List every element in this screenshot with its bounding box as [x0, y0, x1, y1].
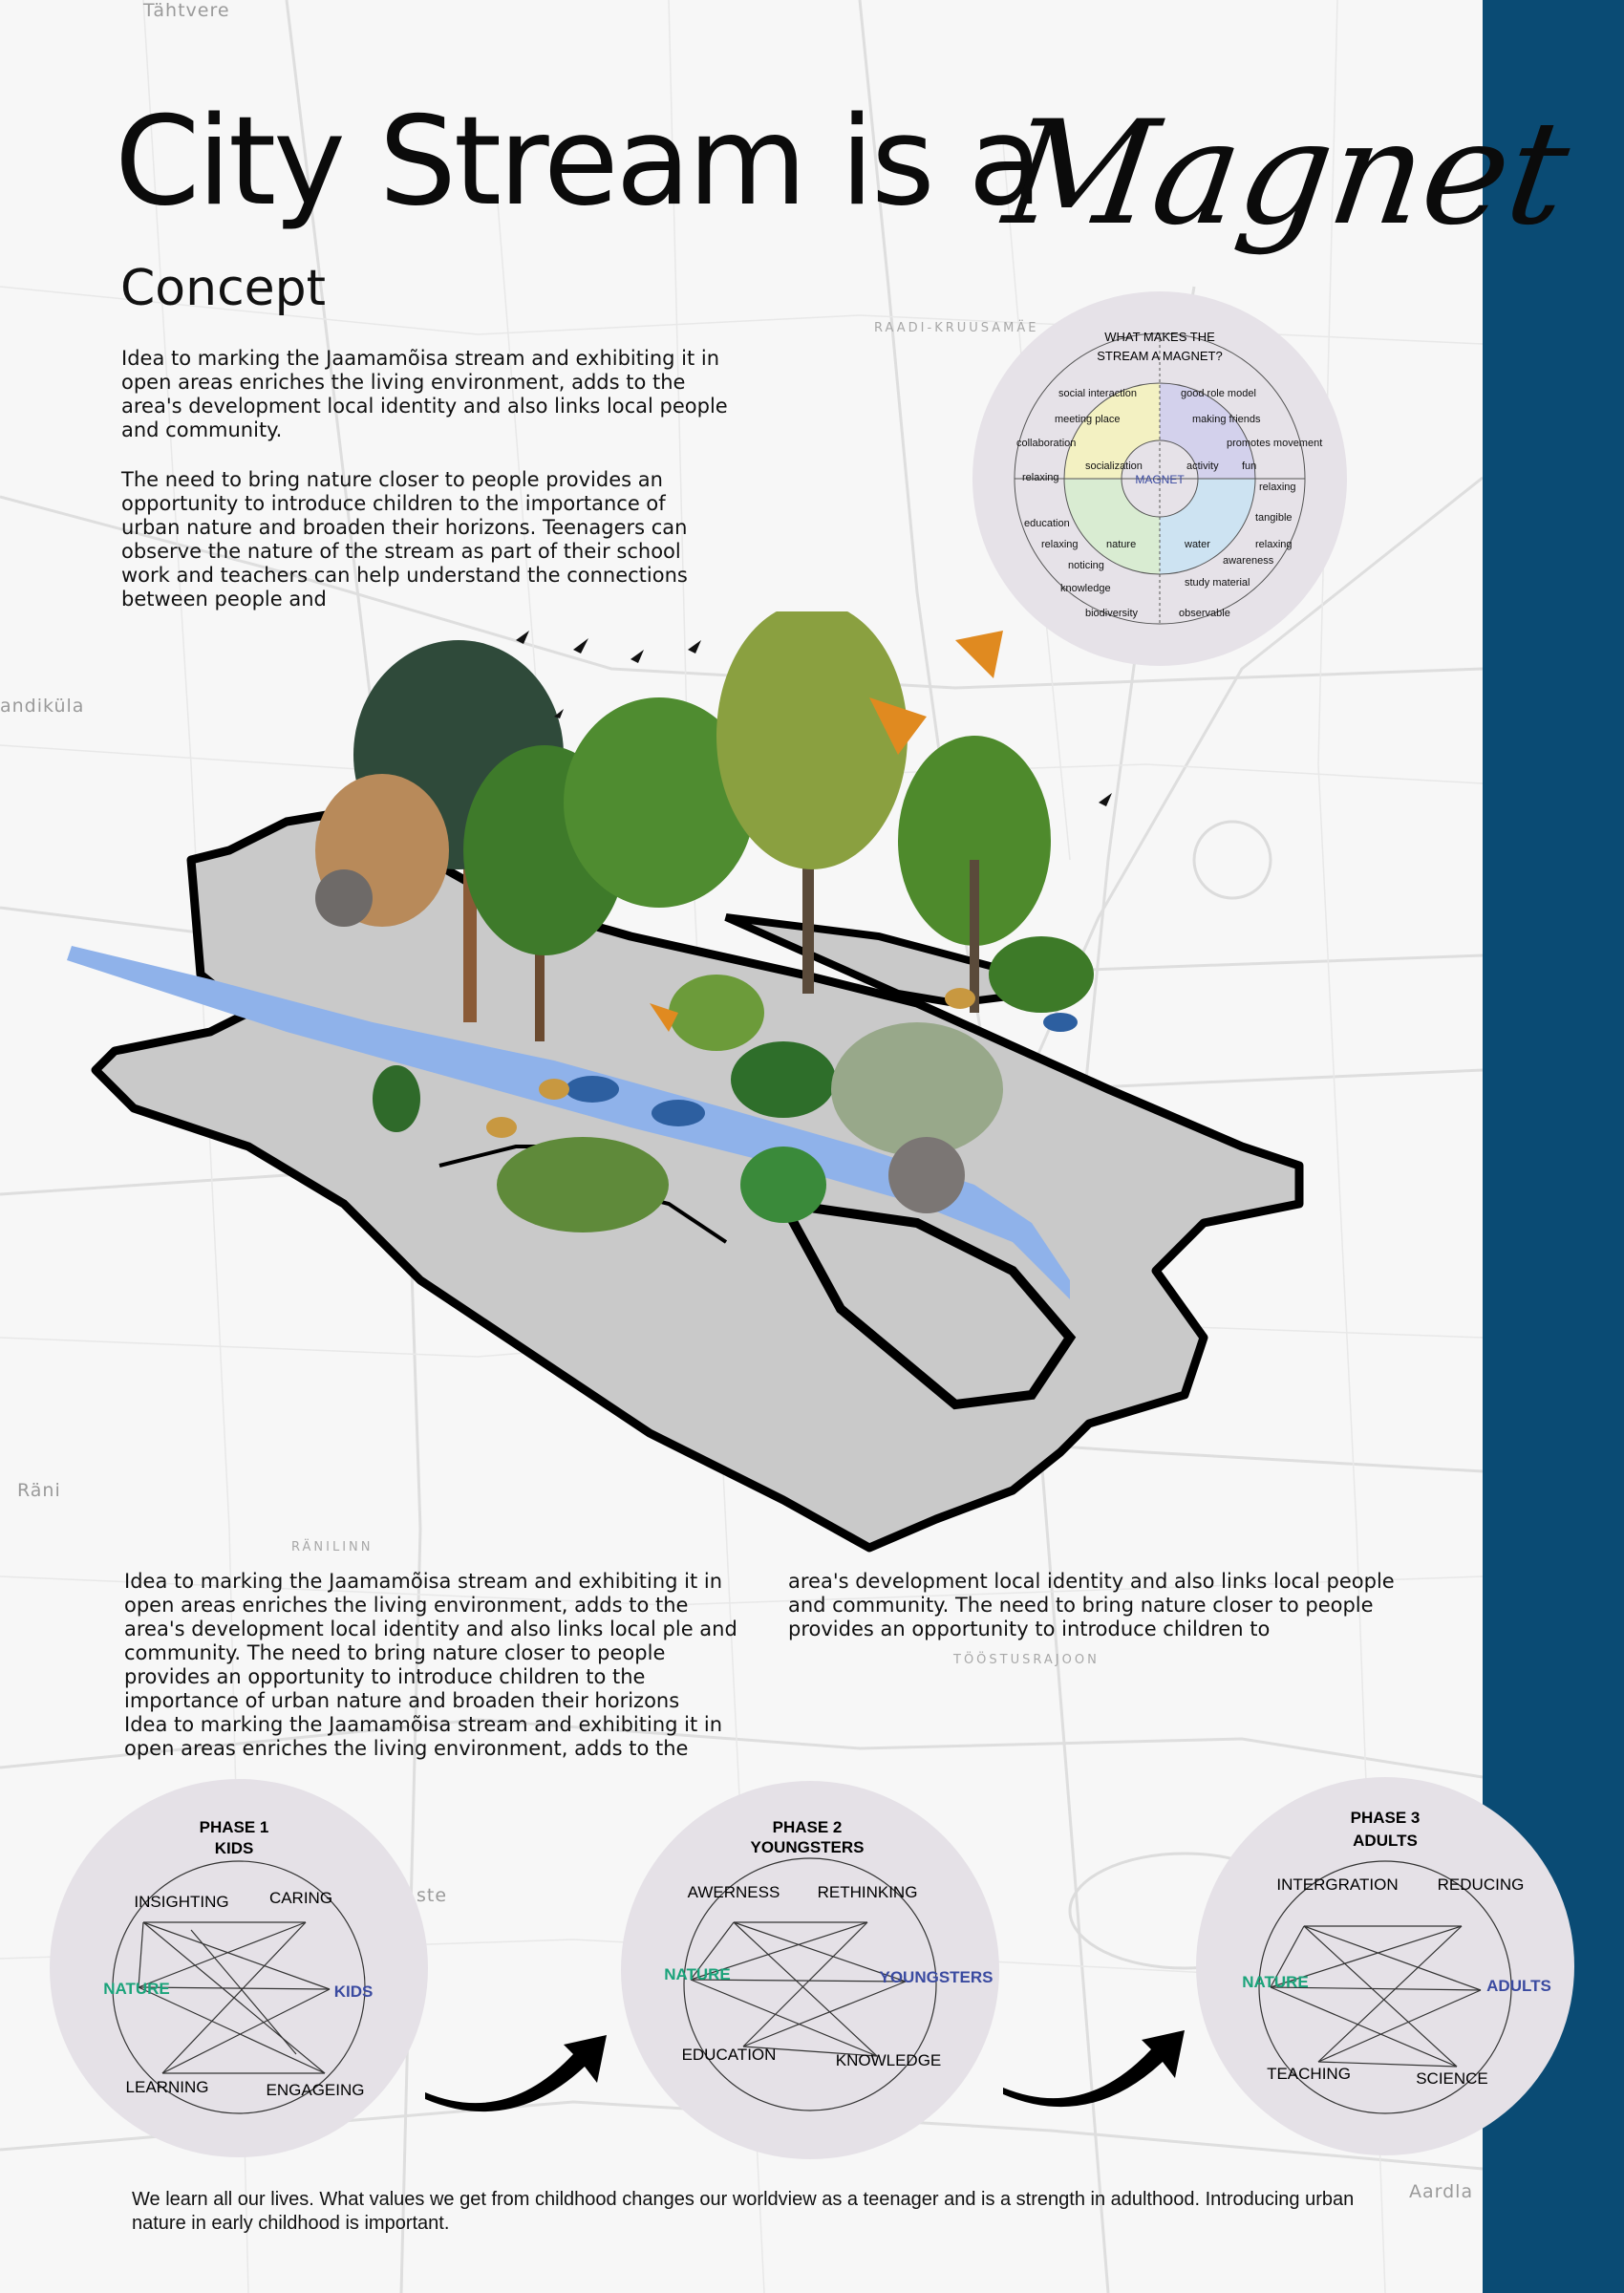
- phase-2-diagram: [619, 1779, 1001, 2161]
- wheel-title-line2: STREAM A MAGNET?: [1097, 349, 1223, 363]
- phase-1-diagram: [48, 1777, 430, 2159]
- wheel-outer-label: tangible: [1255, 512, 1293, 524]
- wheel-outer-label: social interaction: [1058, 388, 1137, 399]
- phase-node-nature: NATURE: [664, 1965, 731, 1983]
- map-label-andikula: andiküla: [0, 696, 85, 717]
- concept-heading: Concept: [120, 260, 327, 317]
- wheel-outer-label: relaxing: [1259, 482, 1296, 493]
- wheel-outer-label: observable: [1179, 608, 1230, 619]
- phase-title: PHASE 1: [199, 1818, 269, 1836]
- map-label-aardla: Aardla: [1409, 2181, 1474, 2202]
- body-paragraph-left: Idea to marking the Jaamamõisa stream and exhibiting it in open areas enriches the living environment, adds to the area's development local identity and also links local ple and community. The need to bring nature closer to people provides an opportunity to introduce children to the importance of urban nature and broaden their horizons Idea to marking the Jaamamõisa stream and exhibiting it in open areas enriches the living environment, adds to the: [124, 1570, 737, 1760]
- phase-node: LEARNING: [125, 2078, 209, 2096]
- wheel-inner-label: water: [1185, 539, 1210, 550]
- wheel-outer-label: relaxing: [1022, 472, 1059, 483]
- phase-arrow: [998, 2006, 1189, 2111]
- phase-node-nature: NATURE: [103, 1980, 170, 1998]
- phase-node: TEACHING: [1267, 2065, 1351, 2083]
- wheel-outer-label: fun: [1242, 461, 1257, 472]
- hand-nature-illustration: [57, 611, 1433, 1567]
- map-label-ranilinn: RÄNILINN: [291, 1540, 374, 1554]
- wheel-inner-label: nature: [1106, 539, 1137, 550]
- concept-paragraph-1: Idea to marking the Jaamamõisa stream and exhibiting it in open areas enriches the living environment, adds to the area's development local identity and also links local people and community.: [121, 347, 728, 441]
- wheel-inner-label: activity: [1186, 461, 1219, 472]
- wheel-outer-label: good role model: [1181, 388, 1256, 399]
- phase-node: KNOWLEDGE: [835, 2051, 942, 2069]
- wheel-outer-label: meeting place: [1055, 414, 1121, 425]
- phase-node-nature: NATURE: [1242, 1973, 1309, 1991]
- wheel-outer-label: knowledge: [1060, 583, 1111, 594]
- wheel-outer-label: relaxing: [1041, 539, 1079, 550]
- map-label-ste: ste: [417, 1885, 448, 1906]
- phase-subtitle: KIDS: [214, 1839, 254, 1857]
- phase-node: REDUCING: [1437, 1875, 1525, 1894]
- map-label-raadi: RAADI-KRUUSAMÄE: [874, 321, 1039, 335]
- wheel-title-line1: WHAT MAKES THE: [1104, 330, 1215, 344]
- phase-node: INSIGHTING: [134, 1893, 229, 1911]
- wheel-outer-label: making friends: [1192, 414, 1261, 425]
- phase-title: PHASE 3: [1350, 1809, 1421, 1827]
- phase-subtitle: YOUNGSTERS: [750, 1838, 865, 1856]
- phase-node: INTERGRATION: [1276, 1875, 1399, 1894]
- footer-text: We learn all our lives. What values we get from childhood changes our worldview as a teenager and is a strength in adulthood. Introducing urban nature in early childhood is important.: [132, 2189, 1355, 2234]
- wheel-outer-label: study material: [1185, 577, 1250, 589]
- poster-title: City Stream is a: [115, 91, 1040, 233]
- wheel-outer-label: noticing: [1068, 560, 1104, 571]
- wheel-outer-label: education: [1024, 518, 1070, 529]
- phase-arrow: [420, 2011, 611, 2116]
- magnet-wheel-diagram: [972, 291, 1347, 666]
- concept-paragraph-2: The need to bring nature closer to people provides an opportunity to introduce children to the importance of urban nature and broaden their horizons. Teenagers can observe the nature of the stream as part of their school work and teachers can help understand the connections between people and: [121, 468, 688, 611]
- poster-title-script: Magnet: [995, 91, 1578, 257]
- phase-node: SCIENCE: [1416, 2069, 1488, 2088]
- hand-shape: [96, 812, 1299, 1548]
- phase-node: CARING: [268, 1889, 333, 1907]
- phase-node-group: YOUNGSTERS: [879, 1968, 994, 1986]
- body-paragraph-right: area's development local identity and also links local people and community. The need to bring nature closer to people provides an opportunity to introduce children to: [788, 1570, 1395, 1640]
- map-label-toostusrajoon: TÖÖSTUSRAJOON: [953, 1653, 1100, 1667]
- wheel-inner-label: socialization: [1085, 461, 1143, 472]
- wheel-outer-label: biodiversity: [1085, 608, 1139, 619]
- wheel-outer-label: promotes movement: [1227, 438, 1323, 449]
- phase-title: PHASE 2: [772, 1818, 843, 1836]
- phase-3-diagram: [1194, 1775, 1576, 2157]
- phase-node: EDUCATION: [681, 2046, 777, 2064]
- wheel-outer-label: awareness: [1223, 555, 1274, 567]
- map-label-tahtvere: Tähtvere: [143, 0, 230, 21]
- wheel-center-label: MAGNET: [1135, 473, 1185, 486]
- phase-subtitle: ADULTS: [1353, 1832, 1418, 1850]
- wheel-outer-label: collaboration: [1016, 438, 1077, 449]
- phase-node-group: KIDS: [333, 1982, 374, 2001]
- phase-node: AWERNESS: [687, 1883, 780, 1901]
- phase-node-group: ADULTS: [1486, 1977, 1551, 1995]
- phase-node: ENGAGEING: [266, 2081, 365, 2099]
- wheel-outer-label: relaxing: [1255, 539, 1293, 550]
- map-label-rani: Räni: [17, 1480, 61, 1501]
- phase-node: RETHINKING: [817, 1883, 918, 1901]
